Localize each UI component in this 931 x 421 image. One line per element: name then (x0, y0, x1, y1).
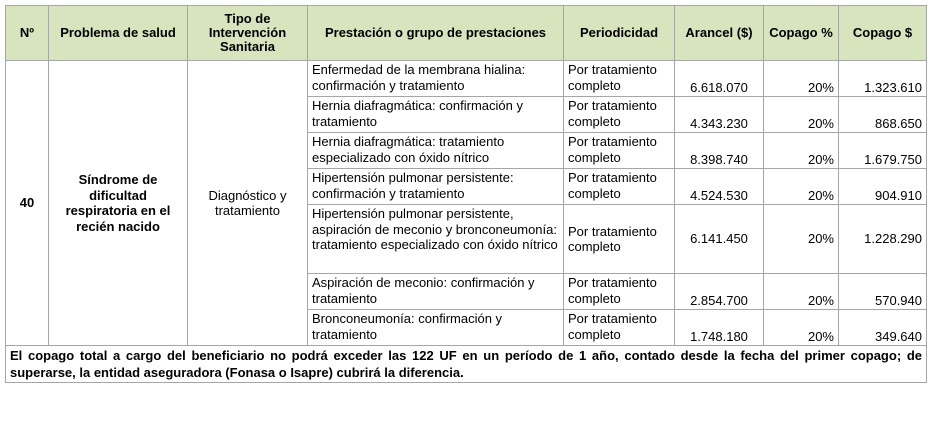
periodicidad-cell: Por tratamiento completo (564, 133, 675, 169)
copago-monto-cell: 904.910 (839, 169, 927, 205)
copago-monto-cell: 1.228.290 (839, 205, 927, 274)
arancel-cell: 2.854.700 (675, 274, 764, 310)
header-arancel: Arancel ($) (675, 6, 764, 61)
prestacion-cell: Hernia diafragmática: confirmación y tratamiento (308, 97, 564, 133)
header-problema: Problema de salud (49, 6, 188, 61)
prestacion-cell: Enfermedad de la membrana hialina: confirmación y tratamiento (308, 61, 564, 97)
copago-pct-cell: 20% (764, 274, 839, 310)
periodicidad-cell: Por tratamiento completo (564, 310, 675, 346)
copago-pct-cell: 20% (764, 133, 839, 169)
copago-pct-cell: 20% (764, 169, 839, 205)
copago-monto-cell: 570.940 (839, 274, 927, 310)
prestacion-cell: Hipertensión pulmonar persistente, aspiración de meconio y bronconeumonía: tratamiento especializado con óxido nítrico (308, 205, 564, 274)
copay-limit-note: El copago total a cargo del beneficiario no podrá exceder las 122 UF en un período de 1 año, contado desde la fecha del primer copago; de superarse, la entidad aseguradora (Fonasa o Isapre) cubrirá la diferencia. (6, 346, 927, 383)
table-row (6, 61, 927, 97)
header-prestacion: Prestación o grupo de prestaciones (308, 6, 564, 61)
header-num: Nº (6, 6, 49, 61)
arancel-cell: 4.343.230 (675, 97, 764, 133)
problem-name: Síndrome de dificultad respiratoria en el recién nacido (49, 61, 188, 346)
header-row (6, 6, 927, 61)
header-copago-monto: Copago $ (839, 6, 927, 61)
periodicidad-cell: Por tratamiento completo (564, 61, 675, 97)
copago-monto-cell: 1.323.610 (839, 61, 927, 97)
copago-monto-cell: 868.650 (839, 97, 927, 133)
prestacion-cell: Aspiración de meconio: confirmación y tratamiento (308, 274, 564, 310)
header-tipo: Tipo de Intervención Sanitaria (188, 6, 308, 61)
arancel-cell: 1.748.180 (675, 310, 764, 346)
header-periodicidad: Periodicidad (564, 6, 675, 61)
arancel-cell: 6.618.070 (675, 61, 764, 97)
header-copago-pct: Copago % (764, 6, 839, 61)
intervention-type: Diagnóstico y tratamiento (188, 61, 308, 346)
prestacion-cell: Hipertensión pulmonar persistente: confirmación y tratamiento (308, 169, 564, 205)
periodicidad-cell: Por tratamiento completo (564, 274, 675, 310)
periodicidad-cell: Por tratamiento completo (564, 169, 675, 205)
prestacion-cell: Hernia diafragmática: tratamiento especializado con óxido nítrico (308, 133, 564, 169)
copago-pct-cell: 20% (764, 61, 839, 97)
arancel-cell: 6.141.450 (675, 205, 764, 274)
periodicidad-cell: Por tratamiento completo (564, 97, 675, 133)
problem-number: 40 (6, 61, 49, 346)
periodicidad-cell: Por tratamiento completo (564, 205, 675, 274)
prestacion-cell: Bronconeumonía: confirmación y tratamiento (308, 310, 564, 346)
copago-monto-cell: 1.679.750 (839, 133, 927, 169)
arancel-cell: 4.524.530 (675, 169, 764, 205)
ges-copay-table (5, 5, 927, 383)
copago-pct-cell: 20% (764, 97, 839, 133)
copago-monto-cell: 349.640 (839, 310, 927, 346)
copago-pct-cell: 20% (764, 205, 839, 274)
copago-pct-cell: 20% (764, 310, 839, 346)
footer-row (6, 346, 927, 383)
arancel-cell: 8.398.740 (675, 133, 764, 169)
